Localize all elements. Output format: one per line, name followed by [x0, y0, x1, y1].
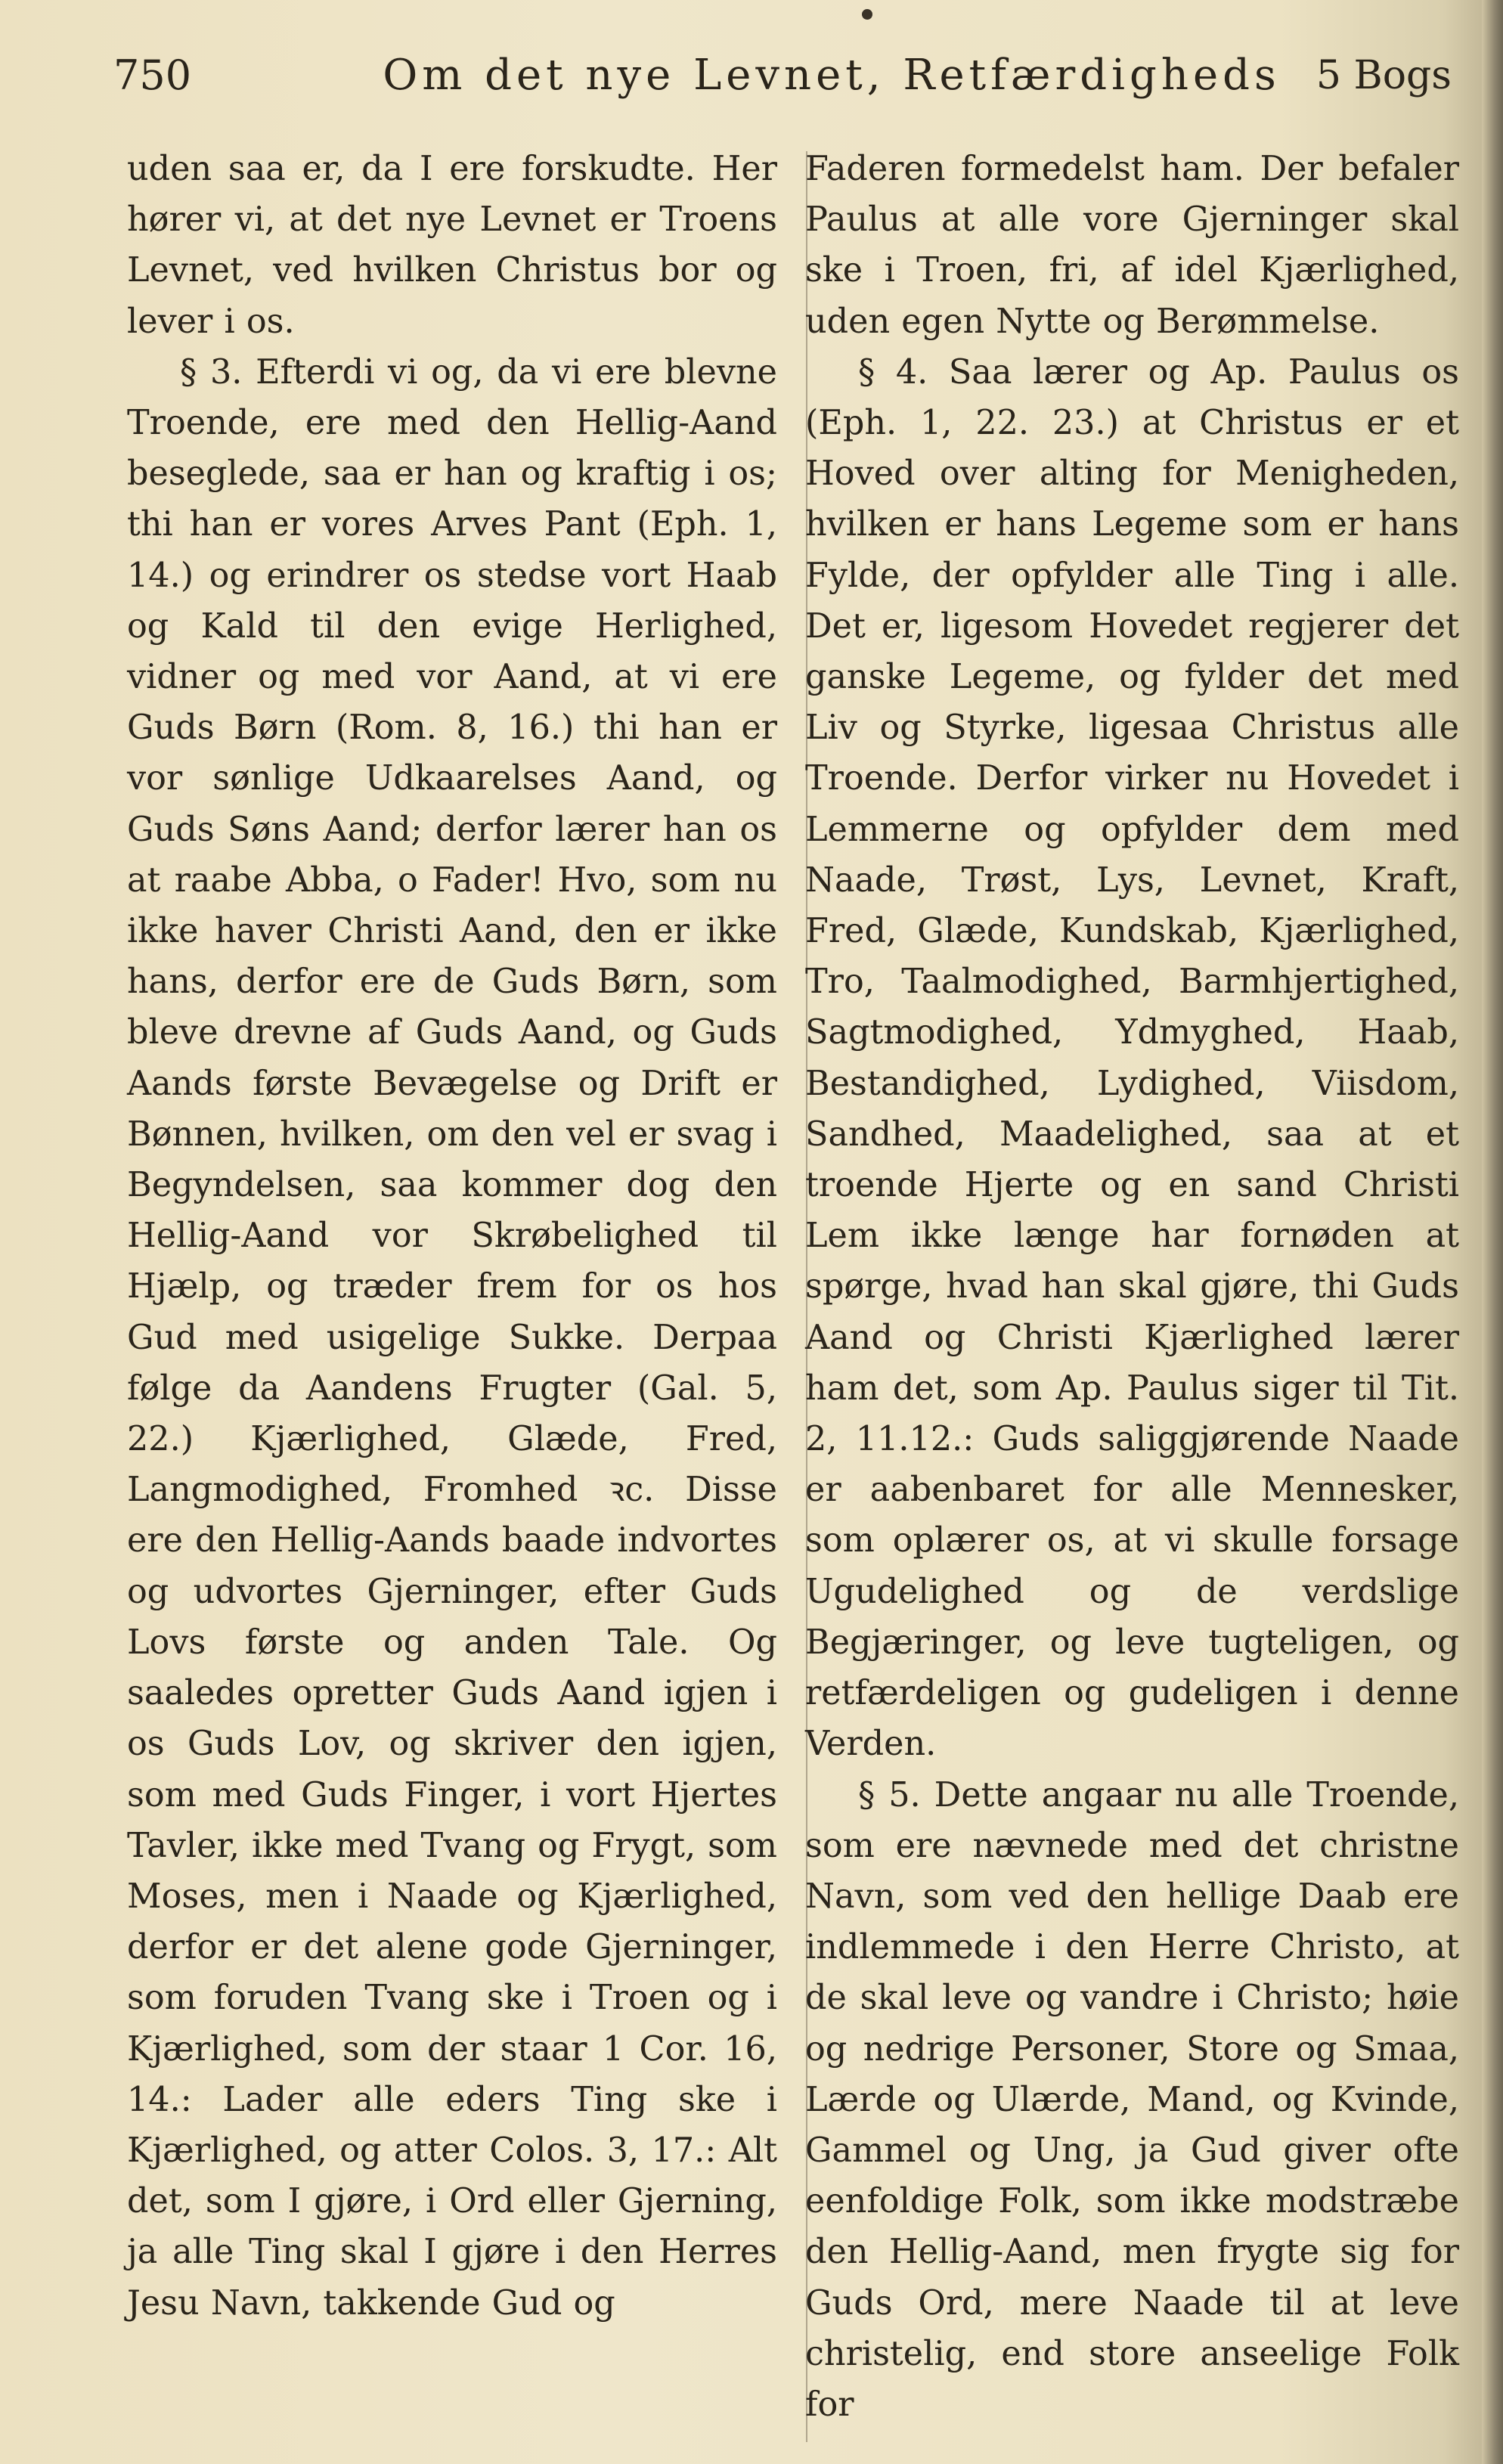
right-column: [805, 144, 1459, 2430]
paragraph: Faderen formedelst ham. Der befaler Paulus at alle vore Gjerninger skal ske i Troen, fri, af idel Kjærlighed, uden egen Nytte og Berømmelse.: [805, 150, 1459, 341]
left-column: [127, 144, 777, 2329]
page-number: 750: [113, 51, 192, 99]
paragraph: uden saa er, da I ere forskudte. Her hører vi, at det nye Levnet er Troens Levnet, ved hvilken Christus bor og lever i os.: [127, 150, 777, 341]
book-reference: 5 Bogs: [1316, 53, 1452, 98]
paragraph-section-4: § 4. Saa lærer og Ap. Paulus os (Eph. 1, 22. 23.) at Christus er et Hoved over alting for Menigheden, hvilken er hans Legeme som er hans Fylde, der opfylder alle Ting i alle. Det er, ligesom Hovedet regjerer det ganske Legeme, og fylder det med Liv og Styrke, ligesaa Christus alle Troende. Derfor virker nu Hovedet i Lemmerne og opfylder dem med Naade, Trøst, Lys, Levnet, Kraft, Fred, Glæde, Kundskab, Kjærlighed, Tro, Taalmodighed, Barmhjertighed, Sagtmodighed, Ydmyghed, Haab, Bestandighed, Lydighed, Viisdom, Sandhed, Maadelighed, saa at et troende Hjerte og en sand Christi Lem ikke længe har fornøden at spørge, hvad han skal gjøre, thi Guds Aand og Christi Kjærlighed lærer ham det, som Ap. Paulus siger til Tit. 2, 11.12.: Guds saliggjørende Naade er aabenbaret for alle Mennesker, som oplærer os, at vi skulle forsage Ugudelighed og de verdslige Begjæringer, og leve tugteligen, og retfærdeligen og gudeligen i denne Verden.: [805, 352, 1459, 1764]
page-binding-edge: [1482, 0, 1503, 2464]
paragraph-section-3: § 3. Efterdi vi og, da vi ere blevne Troende, ere med den Hellig-Aand beseglede, saa er han og kraftig i os; thi han er vores Arves Pant (Eph. 1, 14.) og erindrer os stedse vort Haab og Kald til den evige Herlighed, vidner og med vor Aand, at vi ere Guds Børn (Rom. 8, 16.) thi han er vor sønlige Udkaarelses Aand, og Guds Søns Aand; derfor lærer han os at raabe Abba, o Fader! Hvo, som nu ikke haver Christi Aand, den er ikke hans, derfor ere de Guds Børn, som bleve drevne af Guds Aand, og Guds Aands første Bevægelse og Drift er Bønnen, hvilken, om den vel er svag i Begyndelsen, saa kommer dog den Hellig-Aand vor Skrøbelighed til Hjælp, og træder frem for os hos Gud med usigelige Sukke. Derpaa følge da Aandens Frugter (Gal. 5, 22.) Kjærlighed, Glæde, Fred, Langmodighed, Fromhed ꝛc. Disse ere den Hellig-Aands baade indvortes og udvortes Gjerninger, efter Guds Lovs første og anden Tale. Og saaledes opretter Guds Aand igjen i os Guds Lov, og skriver den igjen, som med Guds Finger, i vort Hjertes Tavler, ikke med Tvang og Frygt, som Moses, men i Naade og Kjærlighed, derfor er det alene gode Gjerninger, som foruden Tvang ske i Troen og i Kjærlighed, som der staar 1 Cor. 16, 14.: Lader alle eders Ting ske i Kjærlighed, og atter Colos. 3, 17.: Alt det, som I gjøre, i Ord eller Gjerning, ja alle Ting skal I gjøre i den Herres Jesu Navn, takkende Gud og: [127, 352, 777, 2323]
running-header: [113, 45, 1452, 106]
ink-speck: [862, 9, 872, 20]
paragraph-section-5: § 5. Dette angaar nu alle Troende, som ere nævnede med det christne Navn, som ved den hellige Daab ere indlemmede i den Herre Christo, at de skal leve og vandre i Christo; høie og nedrige Personer, Store og Smaa, Lærde og Ulærde, Mand, og Kvinde, Gammel og Ung, ja Gud giver ofte eenfoldige Folk, som ikke modstræbe den Hellig-Aand, men frygte sig for Guds Ord, mere Naade til at leve christelig, end store anseelige Folk for: [805, 1775, 1459, 2424]
running-title: Om det nye Levnet, Retfærdigheds: [383, 51, 1281, 100]
